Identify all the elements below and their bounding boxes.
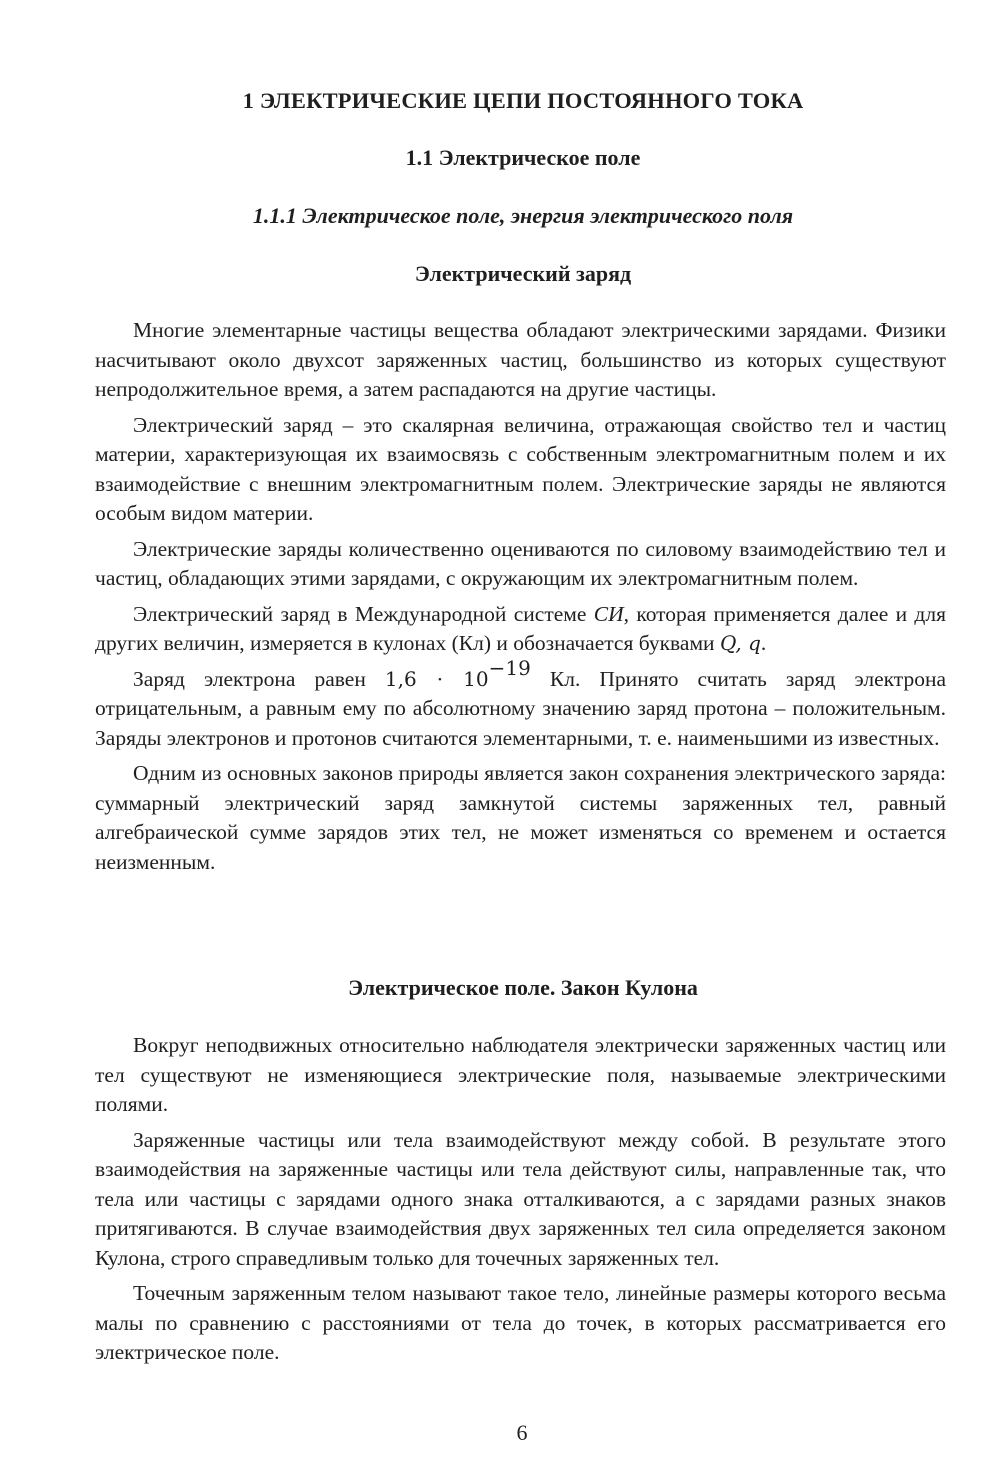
paragraph: Многие элементарные частицы вещества обладают электрическими зарядами. Физики насчитывают около двухсот заряженных частиц, большинство из которых существуют непродолжительное время, а затем распадаются на другие частицы. [95,318,946,401]
text-run: Электрический заряд в Международной системе [133,601,587,626]
text-run: , которая применяется далее и для других величин, измеряется в кулонах (Кл) и обозначается буквами [95,601,946,655]
paragraph: Одним из основных законов природы является закон сохранения электрического заряда: суммарный электрический заряд замкнутой системы заряженных тел, равный алгебраической сумме зарядов этих тел, не может изменяться со временем и остается неизменным. [95,761,946,874]
topic-heading-coulomb: Электрическое поле. Закон Кулона [348,975,698,1000]
charge-symbols: Q, q [719,631,761,655]
chapter-title: 1 ЭЛЕКТРИЧЕСКИЕ ЦЕПИ ПОСТОЯННОГО ТОКА [242,88,804,113]
subsection-title: 1.1.1 Электрическое поле, энергия электрического поля [252,203,794,228]
paragraph: Электрические заряды количественно оцениваются по силовому взаимодействию тел и частиц, обладающих этими зарядами, с окружающим их электромагнитным полем. [95,536,946,590]
text-run: . [760,631,767,655]
paragraph: Вокруг неподвижных относительно наблюдателя электрически заряженных частиц или тел существуют не изменяющиеся электрические поля, называемые электрическими полями. [95,1033,946,1116]
paragraph: Электрический заряд – это скалярная величина, отражающая свойство тел и частиц материи, характеризующая их взаимосвязь с собственным электромагнитным полем и их взаимодействие с внешним электромагнитным полем. Электрические заряды не являются особым видом материи. [95,412,946,525]
text-run: Кл. Принято считать заряд электрона отрицательным, а равным ему по абсолютному значению заряд протона – положительным. Заряды электронов и протонов считаются элементарными, т. е. наименьшими из известных. [95,666,946,750]
exponent: −19 [488,656,531,681]
electron-charge-value: 1,6 · 10 [384,666,489,691]
si-abbreviation: СИ [593,601,624,626]
page-number: 6 [516,1420,528,1445]
paragraph: Точечным заряженным телом называют такое тело, линейные размеры которого весьма малы по сравнению с расстояниями от тела до точек, в которых рассматривается его электрическое поле. [95,1281,946,1364]
section-electric-field [95,1031,946,1368]
text-run: Заряд электрона равен [133,666,366,691]
section-electric-charge [95,316,946,877]
section-title: 1.1 Электрическое поле [405,145,641,170]
paragraph [95,600,946,659]
paragraph [95,656,946,754]
topic-heading-charge: Электрический заряд [414,261,632,286]
paragraph: Заряженные частицы или тела взаимодействуют между собой. В результате этого взаимодействия на заряженные частицы или тела действуют силы, направленные так, что тела или частицы с зарядами одного знака отталкиваются, а с зарядами разных знаков притягиваются. В случае взаимодействия двух заряженных тел сила определяется законом Кулона, строго справедливым только для точечных заряженных тел. [95,1127,946,1270]
